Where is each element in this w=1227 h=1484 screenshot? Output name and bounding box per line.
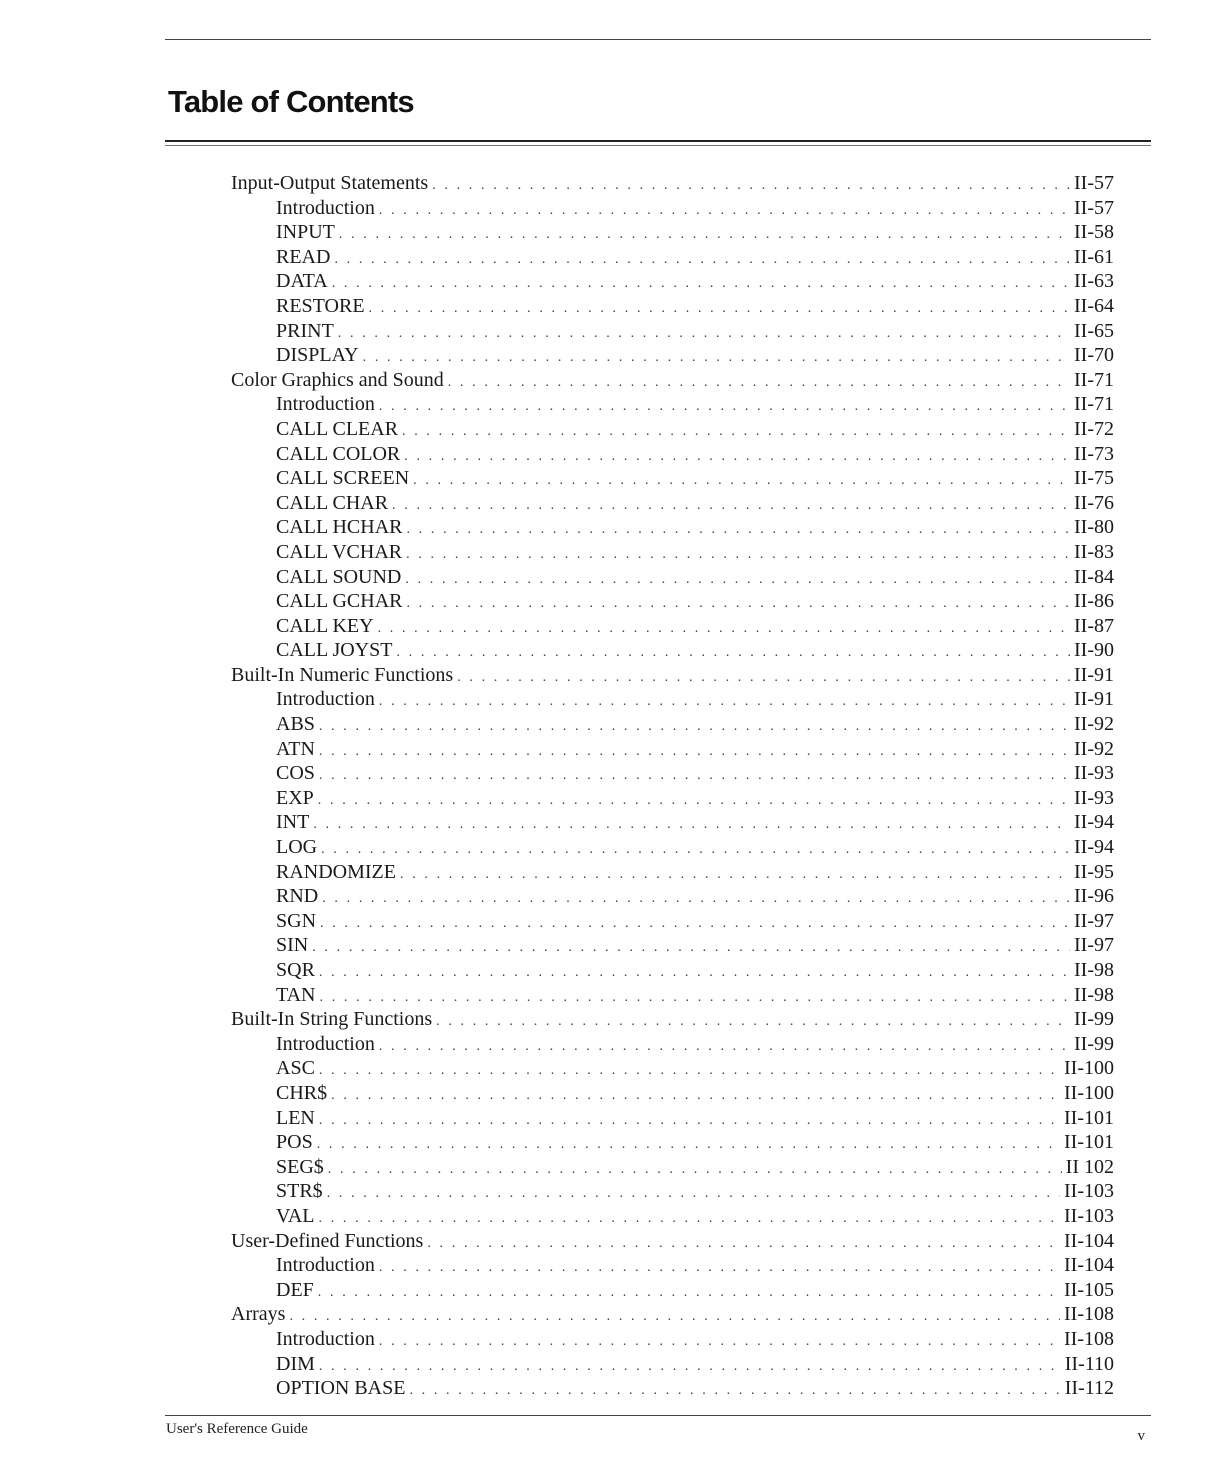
toc-dot-leader — [379, 1256, 1060, 1281]
toc-subentry — [0, 810, 1227, 835]
toc-subentry — [0, 515, 1227, 540]
toc-entry-label: DISPLAY — [276, 344, 359, 367]
toc-dot-leader — [379, 1035, 1070, 1060]
toc-entry-label: DIM — [276, 1352, 315, 1375]
toc-dot-leader — [317, 1133, 1060, 1158]
toc-dot-leader — [406, 518, 1070, 543]
toc-subentry — [0, 958, 1227, 983]
toc-dot-leader — [392, 494, 1070, 519]
toc-entry-label: Introduction — [276, 196, 375, 219]
toc-dot-leader — [331, 1084, 1060, 1109]
toc-subentry — [0, 1352, 1227, 1377]
toc-dot-leader — [322, 887, 1070, 912]
toc-entry-label: User-Defined Functions — [231, 1229, 424, 1252]
toc-section-entry — [0, 368, 1227, 393]
toc-section-entry — [0, 1007, 1227, 1032]
toc-entry-page: II-101 — [1064, 1106, 1114, 1129]
toc-entry-page: II-72 — [1074, 417, 1114, 440]
title-rule-thin — [165, 145, 1151, 146]
toc-dot-leader — [404, 445, 1070, 470]
toc-subentry — [0, 196, 1227, 221]
toc-subentry — [0, 687, 1227, 712]
toc-subentry — [0, 1106, 1227, 1131]
toc-subentry — [0, 565, 1227, 590]
toc-subentry — [0, 860, 1227, 885]
toc-entry-page: II-98 — [1074, 959, 1114, 981]
toc-entry-label: Built-In Numeric Functions — [231, 663, 454, 686]
toc-dot-leader — [402, 420, 1070, 445]
toc-entry-label: DATA — [276, 270, 328, 293]
toc-entry-page: II-94 — [1074, 811, 1114, 834]
toc-subentry — [0, 1155, 1227, 1180]
toc-subentry — [0, 1204, 1227, 1229]
toc-entry-label: SQR — [276, 959, 315, 981]
toc-dot-leader — [319, 1059, 1060, 1084]
toc-dot-leader — [379, 199, 1070, 224]
toc-entry-label: RESTORE — [276, 294, 365, 317]
toc-entry-label: CALL CHAR — [276, 491, 389, 514]
toc-dot-leader — [327, 1182, 1060, 1207]
toc-subentry — [0, 1253, 1227, 1278]
toc-subentry — [0, 392, 1227, 417]
toc-dot-leader — [319, 715, 1070, 740]
toc-entry-label: PRINT — [276, 319, 334, 342]
toc-entry-page: II-57 — [1074, 172, 1114, 194]
toc-entry-page: II-105 — [1064, 1278, 1114, 1301]
toc-entry-page: II-64 — [1074, 294, 1114, 317]
toc-subentry — [0, 1130, 1227, 1155]
toc-entry-label: Introduction — [276, 1327, 375, 1350]
toc-entry-page: II-93 — [1074, 786, 1114, 809]
toc-entry-page: II-104 — [1064, 1254, 1114, 1277]
top-rule — [165, 39, 1151, 40]
toc-dot-leader — [318, 789, 1070, 814]
toc-entry-page: II-76 — [1074, 491, 1114, 514]
toc-subentry — [0, 761, 1227, 786]
toc-entry-label: Arrays — [231, 1303, 286, 1326]
toc-entry-page: II 102 — [1065, 1155, 1114, 1178]
toc-entry-page: II-91 — [1074, 688, 1114, 711]
toc-dot-leader — [328, 1158, 1062, 1183]
toc-entry-label: SIN — [276, 934, 309, 957]
toc-section-entry — [0, 663, 1227, 688]
toc-dot-leader — [334, 248, 1070, 273]
toc-entry-page: II-71 — [1074, 393, 1114, 416]
toc-entry-page: II-103 — [1064, 1204, 1114, 1227]
toc-subentry — [0, 294, 1227, 319]
toc-entry-page: II-100 — [1064, 1081, 1114, 1104]
toc-dot-leader — [318, 1281, 1060, 1306]
toc-entry-label: CALL JOYST — [276, 639, 393, 662]
toc-entry-label: CALL COLOR — [276, 442, 401, 465]
toc-entry-page: II-110 — [1064, 1352, 1114, 1375]
toc-entry-label: Introduction — [276, 1254, 375, 1277]
toc-entry-page: II-63 — [1074, 270, 1114, 293]
toc-subentry — [0, 786, 1227, 811]
toc-dot-leader — [409, 1379, 1060, 1404]
toc-dot-leader — [319, 961, 1070, 986]
toc-dot-leader — [436, 1010, 1070, 1035]
toc-subentry — [0, 884, 1227, 909]
toc-dot-leader — [406, 543, 1070, 568]
toc-section-entry — [0, 171, 1227, 196]
toc-entry-page: II-57 — [1074, 196, 1114, 219]
toc-section-entry — [0, 1229, 1227, 1254]
toc-entry-page: II-84 — [1074, 565, 1114, 588]
toc-subentry — [0, 466, 1227, 491]
toc-dot-leader — [319, 1109, 1060, 1134]
title-rule — [165, 140, 1151, 142]
bottom-rule — [165, 1415, 1151, 1416]
toc-dot-leader — [320, 912, 1070, 937]
toc-subentry — [0, 589, 1227, 614]
toc-entry-label: EXP — [276, 786, 314, 809]
toc-entry-page: II-98 — [1074, 983, 1114, 1006]
toc-subentry — [0, 737, 1227, 762]
toc-dot-leader — [319, 1207, 1060, 1232]
toc-subentry — [0, 909, 1227, 934]
toc-entry-label: LOG — [276, 836, 318, 859]
toc-subentry — [0, 638, 1227, 663]
toc-subentry — [0, 540, 1227, 565]
toc-dot-leader — [457, 666, 1070, 691]
toc-entry-page: II-73 — [1074, 442, 1114, 465]
toc-entry-label: CALL VCHAR — [276, 540, 403, 563]
toc-dot-leader — [313, 813, 1070, 838]
toc-entry-label: STR$ — [276, 1180, 323, 1203]
toc-entry-page: II-61 — [1074, 245, 1114, 268]
toc-entry-label: CALL CLEAR — [276, 417, 399, 440]
toc-subentry — [0, 983, 1227, 1008]
toc-dot-leader — [405, 568, 1070, 593]
toc-subentry — [0, 1032, 1227, 1057]
footer-page-number: v — [1137, 1428, 1145, 1444]
toc-entry-page: II-92 — [1074, 713, 1114, 736]
toc-entry-label: READ — [276, 245, 331, 268]
toc-entry-label: CHR$ — [276, 1081, 328, 1104]
toc-entry-label: OPTION BASE — [276, 1377, 406, 1400]
toc-subentry — [0, 1081, 1227, 1106]
toc-entry-label: ABS — [276, 713, 315, 736]
toc-entry-label: Introduction — [276, 688, 375, 711]
toc-dot-leader — [363, 346, 1070, 371]
toc-entry-label: INT — [276, 811, 310, 834]
toc-entry-page: II-65 — [1074, 319, 1114, 342]
footer-guide-name: User's Reference Guide — [166, 1421, 308, 1437]
toc-subentry — [0, 220, 1227, 245]
toc-entry-label: TAN — [276, 983, 316, 1006]
toc-entry-page: II-99 — [1074, 1008, 1114, 1031]
toc-entry-page: II-83 — [1074, 540, 1114, 563]
toc-entry-label: COS — [276, 762, 315, 785]
toc-entry-page: II-100 — [1064, 1057, 1114, 1080]
toc-subentry — [0, 1278, 1227, 1303]
toc-subentry — [0, 319, 1227, 344]
toc-subentry — [0, 417, 1227, 442]
toc-entry-label: SGN — [276, 909, 317, 932]
toc-entry-label: CALL SOUND — [276, 565, 402, 588]
toc-section-entry — [0, 1302, 1227, 1327]
toc-entry-label: CALL SCREEN — [276, 467, 410, 490]
toc-entry-page: II-99 — [1074, 1032, 1114, 1055]
toc-entry-label: VAL — [276, 1204, 315, 1227]
toc-subentry — [0, 835, 1227, 860]
toc-entry-label: POS — [276, 1131, 313, 1154]
toc-entry-page: II-108 — [1064, 1303, 1114, 1326]
toc-entry-label: Color Graphics and Sound — [231, 368, 444, 391]
toc-entry-page: II-90 — [1074, 639, 1114, 662]
toc-dot-leader — [432, 174, 1070, 199]
toc-entry-label: CALL GCHAR — [276, 590, 403, 613]
toc-entry-page: II-94 — [1074, 836, 1114, 859]
toc-entry-label: INPUT — [276, 221, 335, 244]
toc-entry-label: LEN — [276, 1106, 315, 1129]
toc-dot-leader — [332, 272, 1070, 297]
toc-subentry — [0, 245, 1227, 270]
toc-entry-page: II-80 — [1074, 516, 1114, 539]
toc-dot-leader — [427, 1232, 1060, 1257]
toc-dot-leader — [369, 297, 1070, 322]
toc-dot-leader — [289, 1305, 1060, 1330]
toc-entry-page: II-91 — [1074, 663, 1114, 686]
toc-entry-page: II-70 — [1074, 344, 1114, 367]
toc-dot-leader — [312, 936, 1070, 961]
toc-subentry — [0, 1179, 1227, 1204]
toc-subentry — [0, 1327, 1227, 1352]
toc-dot-leader — [379, 1330, 1060, 1355]
toc-entry-label: ASC — [276, 1057, 315, 1080]
toc-entry-label: RND — [276, 885, 319, 908]
toc-entry-label: CALL KEY — [276, 614, 374, 637]
toc-entry-page: II-103 — [1064, 1180, 1114, 1203]
toc-dot-leader — [338, 322, 1070, 347]
toc-entry-page: II-71 — [1074, 368, 1114, 391]
toc-entry-page: II-75 — [1074, 467, 1114, 490]
toc-entry-label: ATN — [276, 737, 315, 760]
toc-entry-page: II-108 — [1064, 1327, 1114, 1350]
toc-entry-page: II-86 — [1074, 590, 1114, 613]
toc-dot-leader — [448, 371, 1070, 396]
toc-dot-leader — [406, 592, 1070, 617]
toc-subentry — [0, 343, 1227, 368]
toc-entry-page: II-101 — [1064, 1131, 1114, 1154]
toc-entry-page: II-104 — [1064, 1229, 1114, 1252]
toc-entry-label: Introduction — [276, 1032, 375, 1055]
toc-dot-leader — [378, 617, 1070, 642]
toc-entry-label: CALL HCHAR — [276, 516, 403, 539]
toc-entry-label: DEF — [276, 1278, 314, 1301]
toc-entry-label: RANDOMIZE — [276, 860, 396, 883]
toc-entry-page: II-95 — [1074, 860, 1114, 883]
toc-subentry — [0, 1376, 1227, 1401]
toc-entry-page: II-97 — [1074, 909, 1114, 932]
toc-dot-leader — [400, 863, 1070, 888]
toc-dot-leader — [379, 690, 1070, 715]
toc-subentry — [0, 491, 1227, 516]
toc-dot-leader — [319, 764, 1070, 789]
toc-entry-page: II-93 — [1074, 762, 1114, 785]
toc-entry-page: II-97 — [1074, 934, 1114, 957]
toc-entry-label: Built-In String Functions — [231, 1008, 433, 1031]
toc-entry-label: Input-Output Statements — [231, 172, 429, 194]
toc-dot-leader — [413, 469, 1070, 494]
toc-subentry — [0, 614, 1227, 639]
toc-entry-page: II-87 — [1074, 614, 1114, 637]
toc-dot-leader — [339, 223, 1070, 248]
toc-entry-label: SEG$ — [276, 1155, 324, 1178]
toc-entry-label: Introduction — [276, 393, 375, 416]
toc-subentry — [0, 269, 1227, 294]
toc-dot-leader — [396, 641, 1070, 666]
toc-entry-page: II-112 — [1064, 1377, 1114, 1400]
page-title: Table of Contents — [168, 84, 414, 119]
toc-dot-leader — [321, 838, 1070, 863]
toc-entry-page: II-58 — [1074, 221, 1114, 244]
toc-subentry — [0, 712, 1227, 737]
toc-list — [0, 171, 1227, 1401]
toc-entry-page: II-92 — [1074, 737, 1114, 760]
toc-subentry — [0, 933, 1227, 958]
toc-dot-leader — [319, 1355, 1061, 1380]
toc-dot-leader — [319, 740, 1070, 765]
toc-dot-leader — [379, 395, 1070, 420]
toc-subentry — [0, 1056, 1227, 1081]
toc-entry-page: II-96 — [1074, 885, 1114, 908]
toc-subentry — [0, 442, 1227, 467]
